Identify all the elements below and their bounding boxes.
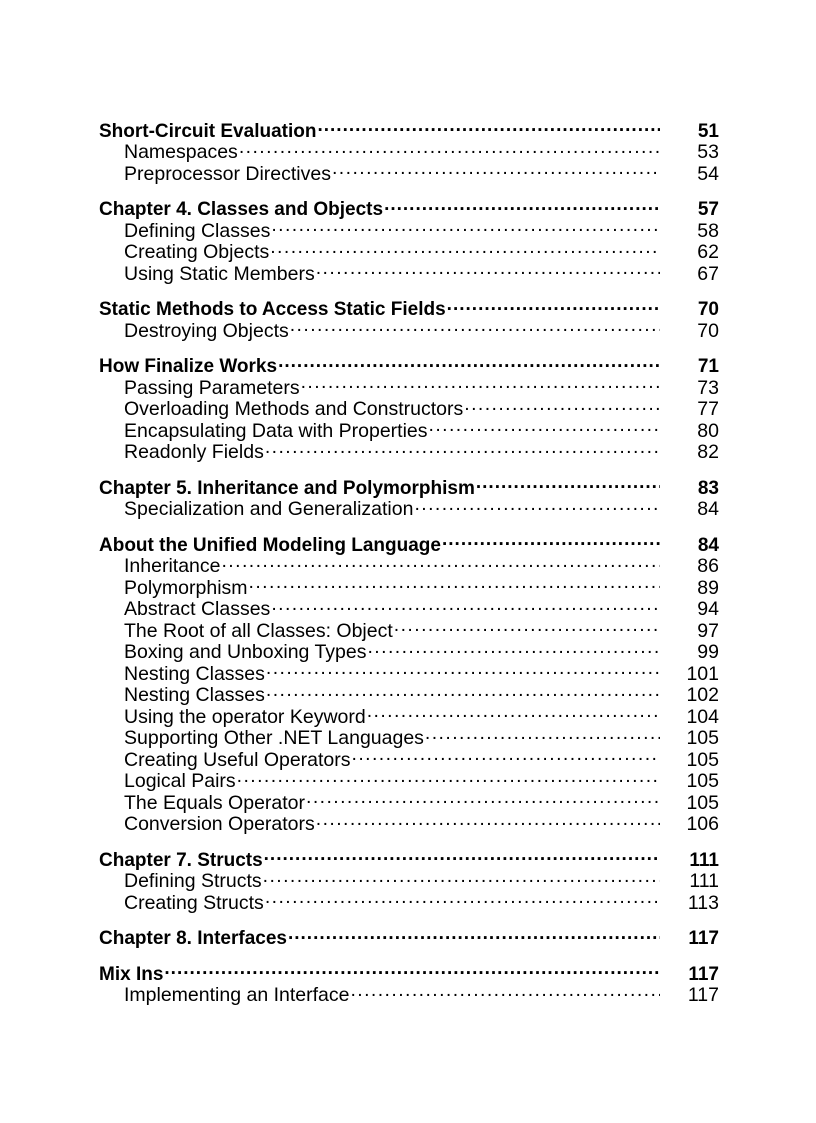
dot-leader [476,472,660,494]
toc-section [99,923,719,949]
toc-main-entry[interactable] [99,923,719,949]
entry-title: Using the operator Keyword [124,705,366,728]
toc-main-entry[interactable] [99,115,719,142]
toc-section [99,958,719,1006]
entry-title: Readonly Fields [124,441,264,463]
toc-main-entry[interactable] [99,529,719,556]
toc-main-entry[interactable] [99,472,719,499]
page-number: 70 [697,299,719,320]
dot-leader [164,958,660,980]
entry-title: Short-Circuit Evaluation [99,120,317,142]
page-number: 67 [697,262,719,285]
entry-title: Destroying Objects [124,319,289,342]
dot-leader [264,844,660,866]
entry-title: The Equals Operator [124,791,306,814]
dot-leader [266,658,660,680]
page-number: 111 [689,849,719,871]
entry-title: Nesting Classes [124,662,265,685]
page-number: 99 [697,641,719,663]
page-number: 80 [697,419,719,442]
page-number: 57 [697,199,719,220]
entry-title: Static Methods to Access Static Fields [99,299,446,320]
dot-leader [239,137,660,159]
dot-leader [290,315,660,337]
entry-title: Abstract Classes [124,598,271,620]
entry-title: The Root of all Classes: Object [124,619,393,642]
entry-title: Implementing an Interface [124,984,350,1006]
page-number: 102 [686,684,719,706]
entry-title: Encapsulating Data with Properties [124,419,428,442]
page-number: 82 [697,441,719,463]
dot-leader [301,372,660,394]
entry-title: Chapter 4. Classes and Objects [99,199,384,220]
entry-title: Chapter 5. Inheritance and Polymorphism [99,477,475,499]
dot-leader [237,766,660,788]
dot-leader [464,394,660,416]
page-number: 117 [688,928,719,949]
entry-title: Inheritance [124,555,221,577]
page-number: 84 [697,534,719,556]
dot-leader [447,294,660,316]
page-number: 77 [697,398,719,420]
page-number: 105 [686,770,719,792]
page-number: 58 [697,219,719,242]
entry-title: Defining Classes [124,219,271,242]
entry-title: How Finalize Works [99,356,278,377]
table-of-contents [99,115,719,1015]
dot-leader [249,572,660,594]
entry-title: Creating Objects [124,241,270,263]
page-number: 62 [697,241,719,263]
page-number: 94 [697,598,719,620]
dot-leader [266,680,660,702]
entry-title: Logical Pairs [124,770,236,792]
entry-title: Namespaces [124,141,238,163]
toc-sub-entry[interactable] [99,980,719,1006]
dot-leader [288,923,660,945]
toc-section [99,472,719,520]
page-number: 117 [688,963,719,985]
page-number: 70 [697,319,719,342]
page-number: 86 [697,555,719,577]
page-number: 105 [686,727,719,749]
dot-leader [221,551,660,573]
page-number: 51 [697,120,719,142]
toc-main-entry[interactable] [99,958,719,985]
toc-main-entry[interactable] [99,351,719,377]
dot-leader [367,701,660,723]
dot-leader [332,158,660,180]
entry-title: Chapter 7. Structs [99,849,263,871]
dot-leader [425,723,660,745]
toc-section [99,294,719,342]
page-number: 83 [697,477,719,499]
toc-section [99,194,719,285]
page-number: 105 [686,791,719,814]
toc-section [99,844,719,914]
page-number: 113 [687,891,719,914]
toc-main-entry[interactable] [99,194,719,220]
entry-title: Polymorphism [124,576,248,599]
entry-title: Supporting Other .NET Languages [124,727,424,749]
dot-leader [429,415,661,437]
entry-title: Passing Parameters [124,376,300,399]
entry-title: Chapter 8. Interfaces [99,928,287,949]
entry-title: About the Unified Modeling Language [99,534,441,556]
dot-leader [394,615,660,637]
toc-section [99,529,719,835]
dot-leader [414,494,660,516]
dot-leader [306,787,660,809]
entry-title: Creating Useful Operators [124,748,351,771]
page-number: 111 [689,870,719,892]
dot-leader [270,237,660,259]
page-number: 105 [686,748,719,771]
entry-title: Boxing and Unboxing Types [124,641,367,663]
entry-title: Overloading Methods and Constructors [124,398,464,420]
dot-leader [271,215,660,237]
dot-leader [263,866,660,888]
entry-title: Creating Structs [124,891,264,914]
entry-title: Defining Structs [124,870,262,892]
toc-main-entry[interactable] [99,294,719,320]
toc-section [99,115,719,185]
page-number: 101 [686,662,719,685]
page-number: 73 [697,376,719,399]
entry-title: Conversion Operators [124,813,315,835]
entry-title: Preprocessor Directives [124,162,331,185]
dot-leader [367,637,660,659]
dot-leader [317,115,660,137]
dot-leader [271,594,660,616]
toc-main-entry[interactable] [99,844,719,871]
entry-title: Mix Ins [99,963,164,985]
dot-leader [316,809,660,831]
dot-leader [278,351,660,373]
dot-leader [265,887,660,909]
dot-leader [352,744,660,766]
page-number: 53 [697,141,719,163]
entry-title: Using Static Members [124,262,315,285]
page-number: 117 [687,984,719,1006]
dot-leader [442,529,660,551]
page-number: 71 [697,356,719,377]
dot-leader [350,980,660,1002]
entry-title: Nesting Classes [124,684,265,706]
page-number: 97 [697,619,719,642]
page-number: 84 [697,498,719,520]
page-number: 89 [697,576,719,599]
dot-leader [384,194,660,216]
dot-leader [316,258,660,280]
toc-section [99,351,719,463]
page-number: 106 [686,813,719,835]
page-number: 104 [686,705,719,728]
entry-title: Specialization and Generalization [124,498,414,520]
page-number: 54 [697,162,719,185]
dot-leader [265,437,660,459]
